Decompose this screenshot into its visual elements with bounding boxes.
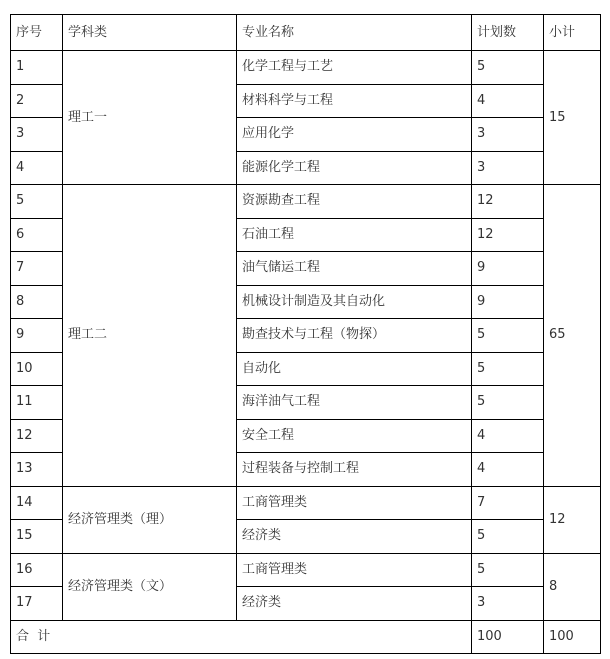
table-row [11,486,601,520]
subtotal-cell: 15 [544,51,601,185]
row-number: 17 [11,587,63,621]
row-number: 1 [11,51,63,85]
total-subtotal: 100 [544,620,601,653]
header-row [11,15,601,51]
row-number: 2 [11,84,63,118]
enrollment-plan-table [10,14,601,654]
row-number: 3 [11,118,63,152]
major-name: 勘查技术与工程（物探） [237,319,472,353]
row-number: 4 [11,151,63,185]
major-name: 海洋油气工程 [237,386,472,420]
total-row [11,620,601,653]
row-number: 12 [11,419,63,453]
plan-count: 3 [472,587,544,621]
plan-count: 5 [472,386,544,420]
row-number: 8 [11,285,63,319]
row-number: 10 [11,352,63,386]
plan-count: 5 [472,520,544,554]
row-number: 13 [11,453,63,487]
major-name: 工商管理类 [237,553,472,587]
major-name: 化学工程与工艺 [237,51,472,85]
row-number: 7 [11,252,63,286]
major-name: 自动化 [237,352,472,386]
row-number: 11 [11,386,63,420]
major-name: 机械设计制造及其自动化 [237,285,472,319]
plan-count: 4 [472,84,544,118]
category-cell: 理工二 [63,185,237,487]
plan-count: 4 [472,419,544,453]
plan-count: 12 [472,218,544,252]
total-plan: 100 [472,620,544,653]
row-number: 6 [11,218,63,252]
category-cell: 理工一 [63,51,237,185]
enrollment-plan-table-wrapper [10,14,601,654]
subtotal-cell: 8 [544,553,601,620]
header-major: 专业名称 [237,15,472,51]
major-name: 经济类 [237,520,472,554]
plan-count: 4 [472,453,544,487]
plan-count: 5 [472,319,544,353]
plan-count: 3 [472,118,544,152]
table-row [11,51,601,85]
category-cell: 经济管理类（文） [63,553,237,620]
major-name: 石油工程 [237,218,472,252]
row-number: 16 [11,553,63,587]
header-subtotal: 小计 [544,15,601,51]
row-number: 9 [11,319,63,353]
table-row [11,185,601,219]
plan-count: 5 [472,553,544,587]
major-name: 能源化学工程 [237,151,472,185]
major-name: 资源勘查工程 [237,185,472,219]
category-cell: 经济管理类（理） [63,486,237,553]
header-plan: 计划数 [472,15,544,51]
plan-count: 3 [472,151,544,185]
table-body [11,15,601,654]
plan-count: 7 [472,486,544,520]
header-no: 序号 [11,15,63,51]
table-row [11,553,601,587]
plan-count: 5 [472,352,544,386]
major-name: 安全工程 [237,419,472,453]
plan-count: 9 [472,285,544,319]
row-number: 5 [11,185,63,219]
row-number: 15 [11,520,63,554]
subtotal-cell: 65 [544,185,601,487]
plan-count: 5 [472,51,544,85]
major-name: 工商管理类 [237,486,472,520]
row-number: 14 [11,486,63,520]
major-name: 油气储运工程 [237,252,472,286]
major-name: 经济类 [237,587,472,621]
major-name: 材料科学与工程 [237,84,472,118]
major-name: 过程装备与控制工程 [237,453,472,487]
subtotal-cell: 12 [544,486,601,553]
total-label: 合 计 [11,620,472,653]
header-category: 学科类 [63,15,237,51]
plan-count: 12 [472,185,544,219]
major-name: 应用化学 [237,118,472,152]
plan-count: 9 [472,252,544,286]
